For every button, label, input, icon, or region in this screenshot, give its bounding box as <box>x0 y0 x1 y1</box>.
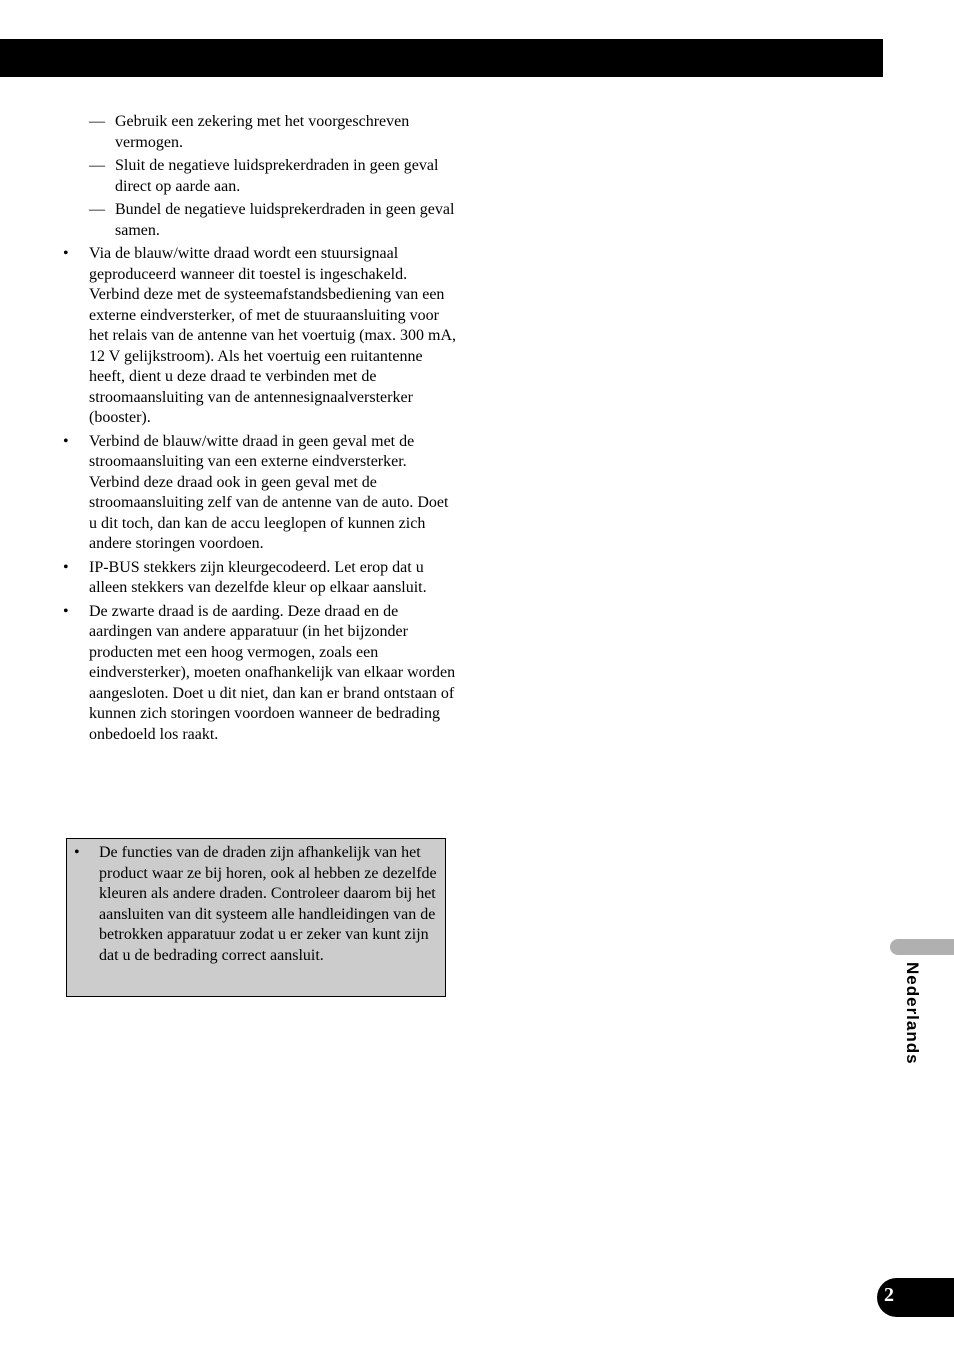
bullet-marker: • <box>63 602 69 620</box>
bullet-marker: • <box>63 432 69 450</box>
dash-marker: — <box>89 157 105 174</box>
main-column <box>60 112 456 748</box>
note-box <box>66 838 446 997</box>
note-text: De functies van de draden zijn afhankelijk van het product waar ze bij horen, ook al hebben ze dezelfde kleuren als andere draden. Controleer daarom bij het aansluiten van dit systeem alle handleidingen van de betrokken apparatuur zodat u er zeker van kunt zijn dat u de bedrading correct aansluit. <box>99 844 437 964</box>
list-item: • Via de blauw/witte draad wordt een stuursignaal geproduceerd wanneer dit toestel is ingeschakeld. Verbind deze met de systeemafstandsbediening van een externe eindversterker, of met de stuuraansluiting voor het relais van de antenne van het voertuig (max. 300 mA, 12 V gelijkstroom). Als het voertuig een ruitantenne heeft, dient u deze draad te verbinden met de stroomaansluiting van de antennesignaalversterker (booster). <box>63 245 456 426</box>
bullet-marker: • <box>63 558 69 576</box>
list-item: • Verbind de blauw/witte draad in geen geval met de stroomaansluiting van een externe eindversterker. Verbind deze draad ook in geen geval met de stroomaansluiting zelf van de antenne van de auto. Doet u dit toch, dan kan de accu leeglopen of kunnen zich andere storingen voordoen. <box>63 432 449 552</box>
bullet-marker: • <box>74 844 80 861</box>
list-item: — Sluit de negatieve luidsprekerdraden in geen geval direct op aarde aan. <box>89 157 439 195</box>
list-item: — Gebruik een zekering met het voorgeschreven vermogen. <box>89 113 410 151</box>
header-bar <box>0 39 883 77</box>
language-label: Nederlands <box>903 962 922 1065</box>
language-tab <box>890 939 954 955</box>
list-item: • De zwarte draad is de aarding. Deze draad en de aardingen van andere apparatuur (in het bijzonder producten met een hoog vermogen, zoals een eindversterker), moeten onafhankelijk van elkaar worden aangesloten. Doet u dit niet, dan kan er brand ontstaan of kunnen zich storingen voordoen wanneer de bedrading onbedoeld los raakt. <box>63 602 456 743</box>
page-number: 2 <box>884 1284 894 1306</box>
page-number-badge <box>877 1278 954 1317</box>
dash-marker: — <box>89 201 105 218</box>
dash-marker: — <box>89 113 105 130</box>
bullet-marker: • <box>63 245 69 262</box>
list-item: — Bundel de negatieve luidsprekerdraden in geen geval samen. <box>89 201 455 239</box>
list-item: • IP-BUS stekkers zijn kleurgecodeerd. Let erop dat u alleen stekkers van dezelfde kleur op elkaar aansluit. <box>63 558 427 596</box>
